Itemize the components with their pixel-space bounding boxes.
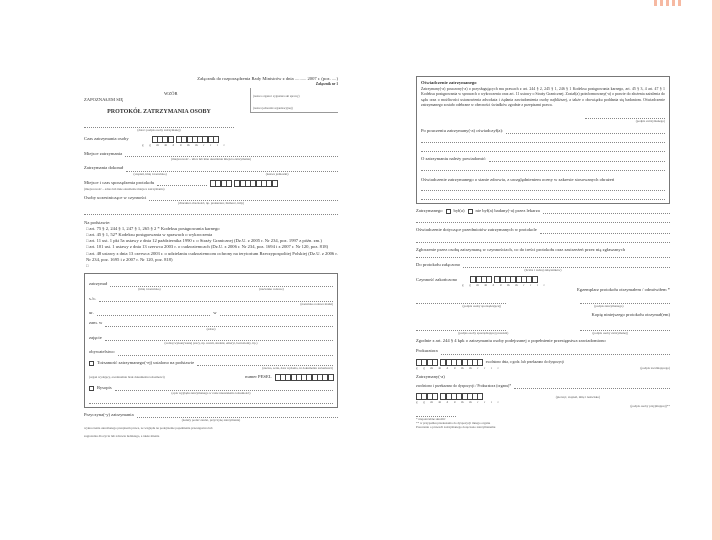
- field-note: (adres): [206, 326, 216, 331]
- field-note: (nazwisko rodowe): [259, 287, 284, 292]
- stamp-label: (nazwa jednostki organizacyjnej): [253, 106, 293, 111]
- stamp-label: (nazwa organu i sygnatura akt sprawy): [253, 94, 300, 98]
- legal-basis-option[interactable]: □ art. 45 § 1, 52* Kodeksu postępowania w sprawach o wykroczenia: [86, 232, 338, 238]
- field-note: (organ wydający, ewentualnie brak dokumentu tożsamości): [89, 375, 165, 380]
- address-field[interactable]: [105, 322, 333, 327]
- reason-text: wykroczenia określonego przepisem prawa, ze względu na podejrzenie popełnienia przestępstwa lub: [84, 426, 213, 431]
- transfer-time-cells[interactable]: [416, 393, 483, 400]
- birth-date-field[interactable]: [97, 311, 210, 316]
- field-label: Po pouczeniu zatrzymany(-a) oświadczył(a):: [421, 127, 504, 133]
- protocol-time-cells[interactable]: [210, 180, 277, 187]
- prosecutor-field[interactable]: [441, 350, 670, 355]
- attachments-field[interactable]: [463, 263, 670, 268]
- case-stamp-box: [250, 88, 338, 113]
- time-caption: g g m m d d m m r r r r: [462, 283, 548, 288]
- slide-accent-dots: [654, 0, 682, 6]
- field-note: (podpis zwalniającego): [640, 365, 670, 370]
- field-label: Oświadczenie dotyczące przedmiotów zatrzymanych w protokole: [416, 227, 537, 233]
- field-label: Czas zatrzymania osoby: [84, 136, 129, 142]
- pesel-cells[interactable]: [275, 374, 333, 381]
- field-label: zatrzymał: [89, 281, 108, 287]
- annex-number: Załącznik nr 1: [315, 82, 338, 87]
- time-caption: g g m m d d m m r r r r: [416, 400, 502, 405]
- was-examined-checkbox[interactable]: [446, 209, 451, 214]
- time-caption: g g m m d d m m r r r r: [416, 365, 502, 370]
- field-label: s./c.: [89, 295, 97, 301]
- field-note: (nazwa jednostki): [265, 171, 289, 176]
- footnote: Pouczenie o prawach zatrzymanego doręczono zatrzymanemu: [416, 425, 496, 430]
- instruction-title: Oświadczenie zatrzymanego: [421, 80, 477, 85]
- not-examined-checkbox[interactable]: [468, 209, 473, 214]
- copy-protocol-text: Kopię niniejszego protokołu otrzymał(em): [591, 311, 670, 317]
- field-note: (data i podpis osoby zatrzymanej): [137, 127, 181, 132]
- identity-field[interactable]: [197, 361, 333, 366]
- birth-place-field[interactable]: [220, 311, 333, 316]
- field-note: (pieczęć, stopień, imię i nazwisko): [555, 394, 600, 399]
- acknowledged-label: ZAPOZNAŁEM SIĘ: [84, 97, 124, 103]
- legal-basis-option[interactable]: □ art. 75 § 2, 244 § 1, 247 § 1, 265 § 2 * Kodeksu postępowania karnego: [86, 226, 338, 232]
- parents-field[interactable]: [99, 297, 333, 302]
- health-declaration-text: Oświadczenie zatrzymanego o stanie zdrowia, z uwzględnieniem oceny w zakresie stosowanych obrażeń: [421, 176, 615, 182]
- field-label: obywatelstwo: [89, 349, 115, 355]
- field-note: (podpis osoby przyjmującej)**: [630, 404, 670, 409]
- field-label: ur.: [89, 310, 94, 316]
- field-label: nie był(a) badany(-a) przez lekarza: [475, 208, 540, 214]
- time-caption: g g m m d d m m r r r r: [142, 142, 228, 147]
- reason-field[interactable]: [137, 413, 338, 418]
- field-label: Czynność zakończono: [416, 276, 458, 282]
- field-note: (podpis zatrzymanego): [635, 119, 665, 124]
- identity-checkbox[interactable]: [89, 361, 94, 366]
- field-label: zwolniono i przekazano do dyspozycji / Prokuratora (organu)*: [416, 384, 512, 389]
- field-note: (imię i nazwisko): [138, 287, 161, 292]
- protocol-page-1: [84, 76, 338, 439]
- instruction-text: Zatrzymany(-a) pouczony(-a) o przysługujących mu prawach z art. 244 § 2, 245 § 1, 246 § 1 Kodeksu postępowania karnego, art. 45 § 3, 4 art. 47 § 1 Kodeksu postępowania w sprawach o wykroczenia oraz art. 11 ustawy o Straży Granicznej. Został(a) poinformowany(-a) o prawie do złożenia zażalenia do sądu oraz o możliwości ustanowienia adwokata i żądania zawiadomienia osoby najbliższej, a także o obowiązku poddania się badaniom. Oświadczenie zatrzymanego zostało odebrane w obecności świadków zgodnie z przepisami prawa.: [421, 87, 665, 107]
- field-note: (podpis osoby sporządzającej protokół): [458, 330, 509, 335]
- footnote: ** w przypadku przekazania do dyspozycji innego organu: [416, 420, 491, 425]
- protocol-page-2: [416, 76, 670, 430]
- field-note: (charakter obecności, np. prokurator, tłumacz, inny): [177, 201, 245, 206]
- field-label: numer PESEL: [245, 374, 272, 380]
- instruction-box: [416, 76, 670, 204]
- statement-field[interactable]: [506, 129, 665, 134]
- legal-basis-option[interactable]: □ art. 48 ustawy z dnia 13 czerwca 2003 r. o udzielaniu cudzoziemcom ochrony na terytorium Rzeczypospolitej Polskiej (Dz.U. z 2006 r. Nr 234, poz. 1695 i z 2007 r. Nr 120, poz. 818): [86, 251, 338, 263]
- field-note: (nazwa, seria, data wydania, nr dokumentu tożsamości): [262, 365, 333, 370]
- field-note: (opis wyglądu zatrzymanego w razie nieustalenia tożsamości): [171, 391, 251, 396]
- field-note: (należy podać zarzut, przyczynę zatrzymania): [181, 417, 241, 422]
- slide-accent-bar: [712, 0, 720, 540]
- transfer-field[interactable]: [514, 384, 670, 389]
- field-note: (rodzaj wykonywanej pracy, np. uczeń, student, emeryt, bezrobotny, itp.): [164, 341, 258, 346]
- field-note: (podpis zatrzymanego): [594, 304, 624, 309]
- field-label: Rysopis: [97, 385, 112, 391]
- art244-text: Zgodnie z art. 244 § 4 kpk o zatrzymaniu osoby podejrzanej o popełnienie przestępstwa zawiadomiono: [416, 338, 606, 344]
- end-time-cells[interactable]: [470, 276, 537, 283]
- field-label: Zatrzymania dokonał: [84, 165, 124, 171]
- field-label: zam. w: [89, 320, 103, 326]
- items-field[interactable]: [540, 229, 670, 234]
- legal-basis-option[interactable]: □ art. 101 ust. 1 ustawy z dnia 13 czerwca 2003 r. o cudzoziemcach (Dz.U. z 2006 r. Nr 234, poz. 1694 i z 2007 r. Nr 120, poz. 818): [86, 244, 338, 250]
- field-label: O zatrzymaniu należy powiadomić:: [421, 155, 487, 161]
- informed-field[interactable]: [489, 157, 665, 162]
- legal-basis-option[interactable]: [86, 263, 338, 269]
- field-label: Miejsce i czas sporządzenia protokołu: [84, 180, 155, 186]
- legal-basis-heading: Na podstawie:: [84, 219, 111, 225]
- field-note: (miejscowość – adres lub inne określenie miejsca zatrzymania): [84, 186, 165, 191]
- legal-basis-option[interactable]: □ art. 11 ust. 1 pkt 5a ustawy z dnia 12 października 1990 r. o Straży Granicznej (Dz.U. z 2005 r. Nr 234, poz. 1997 z późn. zm.): [86, 238, 338, 244]
- footnote: * niepotrzebne skreślić: [416, 416, 446, 421]
- annex-header: Załącznik do rozporządzenia Rady Ministrów z dnia .......... 2007 r. (poz. ....): [197, 76, 338, 81]
- field-note: (liczba i rodzaj załączników): [524, 267, 562, 272]
- field-label: Zatrzymanego: [416, 208, 443, 214]
- field-note: (stopień, imię i nazwisko): [133, 171, 167, 176]
- detention-time-cells[interactable]: [152, 136, 219, 143]
- reason-text: zagrożenia dla życia lub zdrowia ludzkiego, a także mienia: [84, 434, 160, 439]
- notify-time-cells[interactable]: [416, 359, 483, 366]
- field-label: zwolniono dnia, o godz. lub przekazano do dyspozycji: [485, 359, 565, 364]
- detainee-details-box: [84, 273, 338, 407]
- field-label: Tożsamość zatrzymanego(-ej) ustalono na podstawie: [97, 359, 195, 365]
- citizenship-field[interactable]: [118, 351, 333, 356]
- field-note: (podpis osoby zatrzymanej): [592, 330, 628, 335]
- field-label: w: [213, 310, 217, 316]
- legal-basis-list: [84, 226, 338, 269]
- field-label: zajęcie: [89, 334, 102, 340]
- copy-confirm-text: Egzemplarz protokołu otrzymałem / odmówiłem *: [577, 287, 670, 293]
- notice-text: Zgłoszenie przez osobę zatrzymaną w czynnościach, co do treści protokołu oraz zastrzeżeń przez nią zgłaszanych: [416, 246, 626, 252]
- field-label: Do protokołu załączono: [416, 261, 461, 267]
- field-note: (podpis osoby sporządzającej): [462, 304, 502, 309]
- field-label: był(a): [453, 208, 465, 214]
- model-label: WZÓR: [164, 91, 178, 97]
- field-note: (miejscowość – ulica lub inne określenie miejsca zatrzymania): [171, 157, 251, 162]
- field-note: (nazwisko rodowe matki): [300, 301, 333, 306]
- field-label: Miejsce zatrzymania: [84, 150, 123, 156]
- field-label: Prokuratora: [416, 348, 438, 354]
- document-title: PROTOKÓŁ ZATRZYMANIA OSOBY: [107, 109, 211, 116]
- field-label: Osoby uczestniczące w czynności: [84, 195, 147, 201]
- field-label: Zatrzymany(-a): [416, 373, 445, 379]
- field-label: Przyczyna(-y) zatrzymania: [84, 411, 134, 417]
- description-checkbox[interactable]: [89, 386, 94, 391]
